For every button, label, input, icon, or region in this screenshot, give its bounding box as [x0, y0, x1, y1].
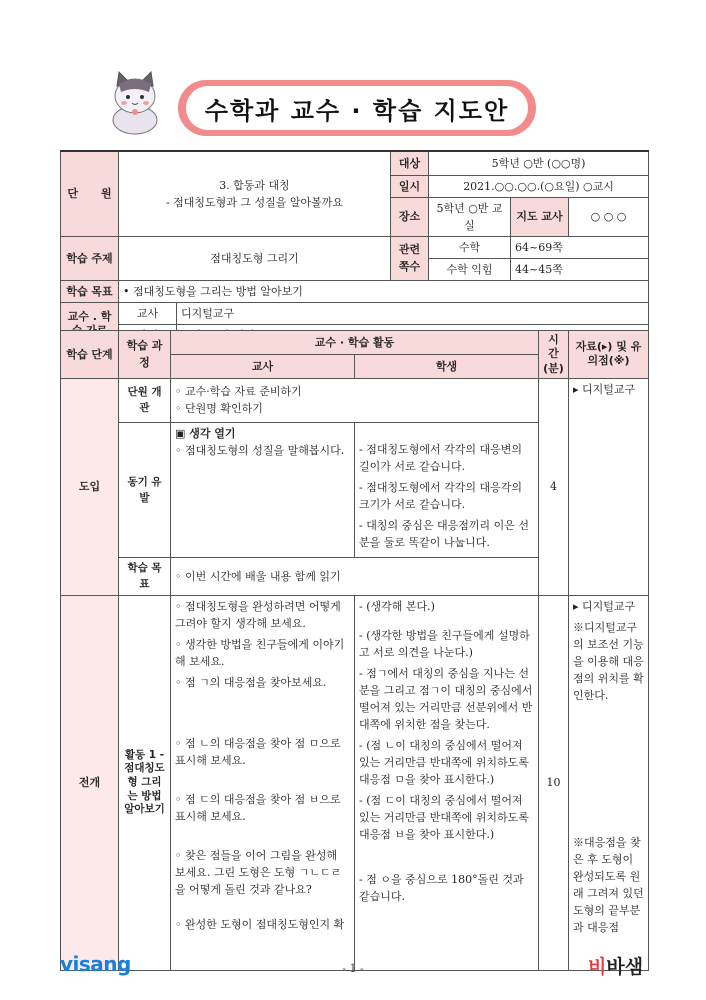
- teacher-value: ○ ○ ○: [569, 197, 649, 236]
- lesson-plan-table: [60, 330, 649, 971]
- motivation-student-item: - 점대칭도형에서 각각의 대응변의 길이가 서로 같습니다.: [359, 442, 522, 473]
- process-overview: 단원 개관: [119, 378, 171, 422]
- date-value: 2021.○○.○○.(○요일) ○교시: [429, 175, 649, 197]
- header-activity: 교수 · 학습 활동: [171, 331, 539, 355]
- develop-student-item: - 점 ㅇ을 중심으로 180°돌린 것과 같습니다.: [359, 873, 524, 904]
- materials-who: 교사: [119, 302, 177, 324]
- teacher-label: 지도 교사: [511, 197, 569, 236]
- topic-label: 학습 주제: [61, 236, 119, 280]
- related-pages: 64~69쪽: [511, 236, 649, 258]
- place-value: 5학년 ○반 교실: [429, 197, 511, 236]
- overview-item: ◦ 단원명 확인하기: [175, 402, 263, 416]
- develop-student-item: - (점 ㄴ이 대칭의 중심에서 떨어져 있는 거리만큼 반대쪽에 위치하도록 대응점 ㅁ을 찾아 표시한다.): [359, 739, 529, 787]
- unit-label: 단 원: [61, 151, 119, 236]
- section-title: ▣ 생각 열기: [175, 426, 236, 440]
- develop-teacher-item: ◦ 찾은 점들을 이어 그림을 완성해 보세요. 그린 도형은 도형 ㄱㄴㄷㄹ을 어떻게 돌린 것과 같나요?: [175, 849, 342, 897]
- develop-student-item: - (생각한 방법을 친구들에게 설명하고 서로 의견을 나눈다.): [359, 628, 530, 659]
- header-process: 학습 과정: [119, 331, 171, 379]
- develop-material-note: ※디지털교구의 보조선 기능을 이용해 대응점의 위치를 확인한다.: [573, 620, 644, 702]
- develop-teacher-item: ◦ 생각한 방법을 친구들에게 이야기해 보세요.: [175, 637, 345, 668]
- develop-student-item: - (점 ㄷ이 대칭의 중심에서 떨어져 있는 거리만큼 반대쪽에 위치하도록 대응점 ㅂ을 찾아 표시한다.): [359, 794, 529, 842]
- bibasam-logo-part: 비: [588, 956, 607, 978]
- related-label-line1: 관련: [398, 243, 421, 257]
- motivation-student-item: - 점대칭도형에서 각각의 대응각의 크기가 서로 같습니다.: [359, 480, 522, 512]
- stage-develop: 전개: [61, 595, 119, 970]
- target-label: 대상: [391, 151, 429, 175]
- develop-material-item: ▸ 디지털교구: [573, 599, 636, 613]
- unit-line1: 3. 합동과 대칭: [219, 178, 290, 192]
- header-stage: 학습 단계: [61, 331, 119, 379]
- motivation-student: [355, 422, 539, 557]
- header-teacher: 교사: [171, 354, 355, 378]
- header-material: 자료(▸) 및 유의점(※): [569, 331, 649, 379]
- header-time: 시간 (분): [539, 331, 569, 379]
- unit-line2: - 점대칭도형과 그 성질을 알아볼까요: [165, 195, 344, 209]
- goal-value: • 점대칭도형을 그리는 방법 알아보기: [119, 280, 649, 302]
- cat-mascot-icon: [105, 70, 165, 136]
- bibasam-logo: [588, 952, 643, 979]
- place-label: 장소: [391, 197, 429, 236]
- intro-material: ▸ 디지털교구: [569, 378, 649, 595]
- develop-teacher-item: ◦ 완성한 도형이 점대칭도형인지 확: [175, 918, 345, 932]
- related-book: 수학: [429, 236, 511, 258]
- lesson-info-table: [60, 150, 649, 347]
- process-activity1: 활동 1 - 점대칭도형 그리는 방법 알아보기: [119, 595, 171, 970]
- goal-label: 학습 목표: [61, 280, 119, 302]
- develop-student: [355, 595, 539, 970]
- develop-teacher-item: ◦ 점 ㄷ의 대응점을 찾아 점 ㅂ으로 표시해 보세요.: [175, 793, 341, 824]
- page-title: 수학과 교수 · 학습 지도안: [186, 86, 528, 130]
- date-label: 일시: [391, 175, 429, 197]
- intro-time: 4: [539, 378, 569, 595]
- motivation-student-item: - 대칭의 중심은 대응점끼리 이은 선분을 둘로 똑같이 나눕니다.: [359, 519, 529, 550]
- goal-reading: ◦ 이번 시간에 배울 내용 함께 읽기: [171, 558, 539, 596]
- overview-item: ◦ 교수·학습 자료 준비하기: [175, 385, 302, 399]
- materials-label: 교수 . 학: [61, 302, 119, 346]
- develop-material: [569, 595, 649, 970]
- related-label-line2: 쪽수: [398, 260, 421, 274]
- develop-time: 10: [539, 595, 569, 970]
- topic-value: 점대칭도형 그리기: [119, 236, 391, 280]
- motivation-teacher-item: ◦ 점대칭도형의 성질을 말해봅시다.: [175, 443, 345, 457]
- related-label: [391, 236, 429, 280]
- related-book: 수학 익힘: [429, 258, 511, 280]
- visang-logo: visang: [60, 952, 131, 976]
- process-goal: 학습 목표: [119, 558, 171, 596]
- develop-student-item: - 점ㄱ에서 대칭의 중심을 지나는 선분을 그리고 점ㄱ이 대칭의 중심에서 떨어져 있는 거리만큼 선분위에서 반대쪽에 위치한 점을 찾는다.: [359, 666, 533, 731]
- develop-teacher: [171, 595, 355, 970]
- bibasam-logo-part: 바샘: [606, 956, 644, 978]
- target-value: 5학년 ○반 (○○명): [429, 151, 649, 175]
- stage-intro: 도입: [61, 378, 119, 595]
- develop-material-note: ※대응점을 찾은 후 도형이 완성되도록 원래 그려져 있던 도형의 끝부분과 대응점: [573, 835, 644, 935]
- related-pages: 44~45쪽: [511, 258, 649, 280]
- develop-student-item: - (생각해 본다.): [359, 599, 435, 613]
- process-motivation: 동기 유발: [119, 422, 171, 557]
- page-number: - 1 -: [342, 962, 364, 975]
- overview-teacher: [171, 378, 539, 422]
- develop-teacher-item: ◦ 점 ㄴ의 대응점을 찾아 점 ㅁ으로 표시해 보세요.: [175, 736, 341, 767]
- develop-teacher-item: ◦ 점 ㄱ의 대응점을 찾아보세요.: [175, 675, 327, 689]
- motivation-teacher: [171, 422, 355, 557]
- materials-what: 디지털교구: [177, 302, 649, 324]
- header-student: 학생: [355, 354, 539, 378]
- unit-value: [119, 151, 391, 236]
- develop-teacher-item: ◦ 점대칭도형을 완성하려면 어떻게 그려야 할지 생각해 보세요.: [175, 599, 341, 630]
